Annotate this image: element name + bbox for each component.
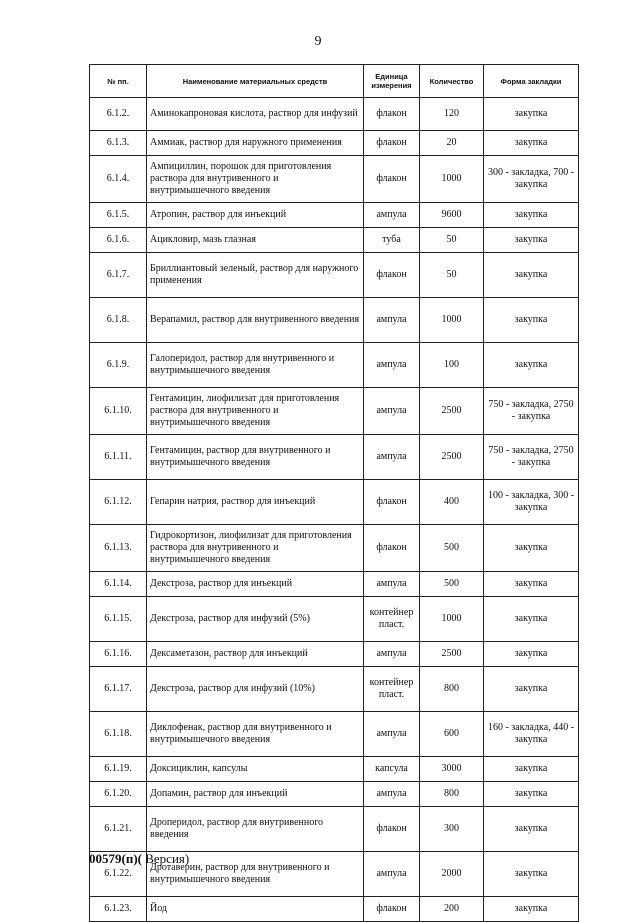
row-form: закупка	[484, 525, 579, 572]
row-form: закупка	[484, 203, 579, 228]
row-quantity: 2500	[420, 435, 484, 480]
table-row	[90, 388, 579, 435]
row-unit: ампула	[364, 782, 420, 807]
row-number: 6.1.6.	[90, 228, 147, 253]
row-number: 6.1.3.	[90, 131, 147, 156]
row-number: 6.1.4.	[90, 156, 147, 203]
row-quantity: 800	[420, 667, 484, 712]
table-row	[90, 156, 579, 203]
row-form: закупка	[484, 597, 579, 642]
row-quantity: 20	[420, 131, 484, 156]
row-quantity: 500	[420, 572, 484, 597]
row-form: 750 - закладка, 2750 - закупка	[484, 388, 579, 435]
row-number: 6.1.14.	[90, 572, 147, 597]
row-unit: флакон	[364, 98, 420, 131]
row-form: закупка	[484, 343, 579, 388]
row-name: Ацикловир, мазь глазная	[147, 228, 364, 253]
row-unit: капсула	[364, 757, 420, 782]
table-row	[90, 298, 579, 343]
row-unit: ампула	[364, 435, 420, 480]
row-quantity: 1000	[420, 156, 484, 203]
row-form: закупка	[484, 757, 579, 782]
row-unit: флакон	[364, 897, 420, 922]
row-quantity: 2500	[420, 642, 484, 667]
row-number: 6.1.2.	[90, 98, 147, 131]
row-form: закупка	[484, 667, 579, 712]
table-row	[90, 525, 579, 572]
table-row	[90, 782, 579, 807]
row-unit: ампула	[364, 642, 420, 667]
table-row	[90, 343, 579, 388]
row-name: Диклофенак, раствор для внутривенного и внутримышечного введения	[147, 712, 364, 757]
row-number: 6.1.10.	[90, 388, 147, 435]
table-row	[90, 597, 579, 642]
row-form: закупка	[484, 897, 579, 922]
document-version: Версия)	[141, 851, 190, 866]
row-number: 6.1.5.	[90, 203, 147, 228]
table-row	[90, 253, 579, 298]
row-form: закупка	[484, 852, 579, 897]
row-unit: ампула	[364, 572, 420, 597]
row-number: 6.1.15.	[90, 597, 147, 642]
table-row	[90, 757, 579, 782]
row-name: Верапамил, раствор для внутривенного введения	[147, 298, 364, 343]
row-form: 160 - закладка, 440 - закупка	[484, 712, 579, 757]
row-unit: контейнер пласт.	[364, 597, 420, 642]
row-quantity: 1000	[420, 298, 484, 343]
row-form: закупка	[484, 298, 579, 343]
row-name: Аминокапроновая кислота, раствор для инфузий	[147, 98, 364, 131]
row-form: закупка	[484, 807, 579, 852]
table-row	[90, 572, 579, 597]
row-unit: флакон	[364, 480, 420, 525]
row-number: 6.1.21.	[90, 807, 147, 852]
row-quantity: 50	[420, 253, 484, 298]
col-header-qty: Количество	[420, 65, 484, 98]
row-number: 6.1.16.	[90, 642, 147, 667]
row-quantity: 100	[420, 343, 484, 388]
row-unit: туба	[364, 228, 420, 253]
row-quantity: 600	[420, 712, 484, 757]
row-name: Декстроза, раствор для инфузий (5%)	[147, 597, 364, 642]
row-name: Бриллиантовый зеленый, раствор для наружного применения	[147, 253, 364, 298]
row-number: 6.1.22.	[90, 852, 147, 897]
row-unit: флакон	[364, 807, 420, 852]
row-quantity: 800	[420, 782, 484, 807]
table-row	[90, 203, 579, 228]
row-number: 6.1.17.	[90, 667, 147, 712]
table-header	[90, 65, 579, 98]
row-number: 6.1.19.	[90, 757, 147, 782]
row-quantity: 1000	[420, 597, 484, 642]
row-number: 6.1.13.	[90, 525, 147, 572]
row-name: Дексаметазон, раствор для инъекций	[147, 642, 364, 667]
row-number: 6.1.9.	[90, 343, 147, 388]
row-name: Дротаверин, раствор для внутривенного и внутримышечного введения	[147, 852, 364, 897]
row-name: Гепарин натрия, раствор для инъекций	[147, 480, 364, 525]
row-name: Аммиак, раствор для наружного применения	[147, 131, 364, 156]
row-form: 750 - закладка, 2750 - закупка	[484, 435, 579, 480]
table-row	[90, 480, 579, 525]
table-row	[90, 667, 579, 712]
row-number: 6.1.23.	[90, 897, 147, 922]
row-unit: ампула	[364, 388, 420, 435]
supplies-table	[89, 64, 579, 922]
row-unit: флакон	[364, 525, 420, 572]
row-name: Гентамицин, лиофилизат для приготовления раствора для внутривенного и внутримышечного введения	[147, 388, 364, 435]
row-unit: ампула	[364, 298, 420, 343]
row-number: 6.1.20.	[90, 782, 147, 807]
row-name: Доксициклин, капсулы	[147, 757, 364, 782]
row-number: 6.1.7.	[90, 253, 147, 298]
row-unit: контейнер пласт.	[364, 667, 420, 712]
row-form: закупка	[484, 253, 579, 298]
row-quantity: 50	[420, 228, 484, 253]
row-unit: ампула	[364, 203, 420, 228]
row-name: Галоперидол, раствор для внутривенного и внутримышечного введения	[147, 343, 364, 388]
row-quantity: 200	[420, 897, 484, 922]
table-row	[90, 712, 579, 757]
row-number: 6.1.18.	[90, 712, 147, 757]
page-number: 9	[314, 34, 322, 49]
row-name: Дроперидол, раствор для внутривенного введения	[147, 807, 364, 852]
table-row	[90, 228, 579, 253]
table-row	[90, 98, 579, 131]
document-code-number: 00579(п)(	[89, 851, 142, 866]
row-form: закупка	[484, 572, 579, 597]
col-header-unit: Единица измерения	[364, 65, 420, 98]
row-form: закупка	[484, 228, 579, 253]
row-form: 100 - закладка, 300 - закупка	[484, 480, 579, 525]
row-unit: флакон	[364, 131, 420, 156]
row-unit: ампула	[364, 343, 420, 388]
row-form: закупка	[484, 782, 579, 807]
row-quantity: 9600	[420, 203, 484, 228]
row-unit: ампула	[364, 712, 420, 757]
row-name: Гентамицин, раствор для внутривенного и внутримышечного введения	[147, 435, 364, 480]
table-row	[90, 131, 579, 156]
row-number: 6.1.8.	[90, 298, 147, 343]
row-form: закупка	[484, 98, 579, 131]
row-name: Декстроза, раствор для инъекций	[147, 572, 364, 597]
table-row	[90, 435, 579, 480]
row-name: Ампициллин, порошок для приготовления раствора для внутривенного и внутримышечного введения	[147, 156, 364, 203]
row-unit: флакон	[364, 156, 420, 203]
col-header-form: Форма закладки	[484, 65, 579, 98]
row-name: Йод	[147, 897, 364, 922]
row-form: 300 - закладка, 700 - закупка	[484, 156, 579, 203]
row-quantity: 500	[420, 525, 484, 572]
table-body	[90, 98, 579, 922]
row-name: Атропин, раствор для инъекций	[147, 203, 364, 228]
row-name: Гидрокортизон, лиофилизат для приготовления раствора для внутривенного и внутримышечного введения	[147, 525, 364, 572]
row-quantity: 120	[420, 98, 484, 131]
table-row	[90, 807, 579, 852]
row-quantity: 400	[420, 480, 484, 525]
row-name: Допамин, раствор для инъекций	[147, 782, 364, 807]
col-header-num: № пп.	[90, 65, 147, 98]
row-quantity: 2500	[420, 388, 484, 435]
table-row	[90, 642, 579, 667]
row-form: закупка	[484, 131, 579, 156]
row-quantity: 3000	[420, 757, 484, 782]
row-number: 6.1.11.	[90, 435, 147, 480]
row-form: закупка	[484, 642, 579, 667]
document-code	[89, 851, 189, 867]
row-name: Декстроза, раствор для инфузий (10%)	[147, 667, 364, 712]
col-header-name: Наименование материальных средств	[147, 65, 364, 98]
row-unit: ампула	[364, 852, 420, 897]
row-unit: флакон	[364, 253, 420, 298]
row-number: 6.1.12.	[90, 480, 147, 525]
row-quantity: 2000	[420, 852, 484, 897]
row-quantity: 300	[420, 807, 484, 852]
table-row	[90, 897, 579, 922]
